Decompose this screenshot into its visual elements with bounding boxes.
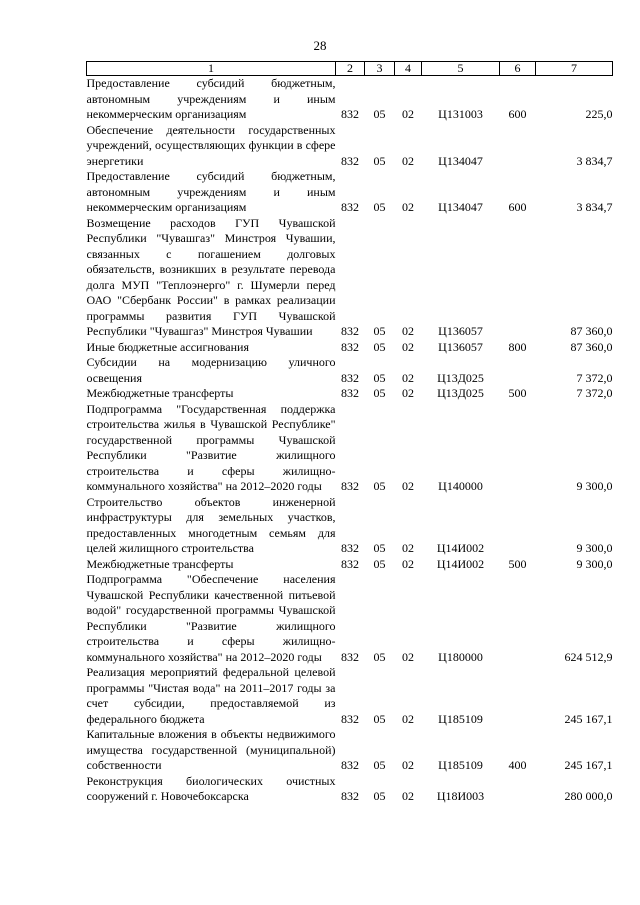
row-ministry-code: 832	[341, 649, 359, 664]
row-amount: 624 512,9	[564, 649, 613, 664]
row-subsection-code: 02	[402, 758, 414, 772]
table-row	[87, 169, 613, 216]
row-target-item-code: Ц18И003	[436, 789, 485, 803]
row-subsection-code: 02	[402, 649, 414, 664]
row-subsection-code: 02	[402, 541, 414, 555]
row-amount: 245 167,1	[564, 711, 613, 726]
row-name: Реконструкция биологических очистных сооружений г. Новочебоксарска	[86, 773, 336, 803]
table-row	[87, 572, 613, 665]
row-section-code: 05	[373, 758, 386, 772]
row-ministry-code: 832	[341, 541, 359, 555]
row-amount: 9 300,0	[576, 541, 613, 555]
row-section-code: 05	[373, 711, 386, 726]
row-expense-type-code	[500, 495, 536, 557]
header-col-2: 2	[336, 62, 365, 76]
row-name: Субсидии на модернизацию уличного освещения	[86, 355, 336, 385]
row-expense-type-code	[500, 402, 536, 495]
row-target-item-code: Ц13Д025	[437, 386, 484, 400]
row-expense-type-code	[500, 774, 536, 805]
row-section-code: 05	[373, 649, 386, 664]
row-target-item-code: Ц136057	[438, 324, 483, 338]
row-amount: 9 300,0	[576, 479, 613, 493]
row-subsection-code: 02	[402, 200, 414, 214]
header-col-1: 1	[87, 62, 336, 76]
row-amount: 87 360,0	[570, 339, 613, 354]
header-col-4: 4	[395, 62, 422, 76]
row-expense-type-code: 400	[508, 758, 527, 772]
header-row	[87, 62, 613, 76]
row-amount: 280 000,0	[564, 789, 613, 803]
row-subsection-code: 02	[402, 107, 414, 121]
table-row	[87, 386, 613, 402]
row-subsection-code: 02	[402, 339, 414, 354]
row-section-code: 05	[373, 339, 386, 354]
row-expense-type-code: 600	[508, 200, 527, 214]
row-ministry-code: 832	[341, 479, 359, 493]
header-col-7: 7	[536, 62, 613, 76]
row-target-item-code: Ц140000	[438, 479, 483, 493]
row-target-item-code: Ц180000	[438, 649, 483, 664]
row-target-item-code: Ц14И002	[436, 556, 485, 571]
row-target-item-code: Ц14И002	[436, 541, 485, 555]
row-section-code: 05	[373, 107, 386, 121]
row-ministry-code: 832	[341, 339, 359, 354]
header-col-5: 5	[422, 62, 500, 76]
row-name: Строительство объектов инженерной инфраструктуры для земельных участков, предоставленных многодетным семьям для целей жилищного строительства	[86, 494, 336, 555]
page-number: 28	[313, 38, 327, 53]
header-col-6: 6	[500, 62, 536, 76]
row-name: Предоставление субсидий бюджетным, автономным учреждениям и иным некоммерческим организациям	[86, 169, 336, 214]
row-expense-type-code: 500	[508, 386, 527, 400]
row-expense-type-code	[500, 216, 536, 340]
row-expense-type-code: 600	[508, 107, 527, 121]
header-col-3: 3	[365, 62, 395, 76]
row-ministry-code: 832	[341, 153, 359, 168]
row-ministry-code: 832	[341, 789, 359, 803]
row-target-item-code: Ц185109	[438, 711, 483, 726]
row-expense-type-code	[500, 123, 536, 170]
row-amount: 225,0	[585, 107, 613, 121]
row-subsection-code: 02	[402, 479, 414, 493]
row-ministry-code: 832	[341, 386, 359, 400]
row-target-item-code: Ц13Д025	[437, 370, 484, 385]
row-ministry-code: 832	[341, 556, 359, 571]
row-expense-type-code	[500, 572, 536, 665]
row-ministry-code: 832	[341, 200, 359, 214]
row-section-code: 05	[373, 153, 386, 168]
budget-table	[86, 61, 613, 805]
row-amount: 87 360,0	[570, 324, 613, 338]
row-subsection-code: 02	[402, 370, 414, 385]
row-subsection-code: 02	[402, 789, 414, 803]
row-section-code: 05	[373, 556, 386, 571]
row-target-item-code: Ц134047	[438, 200, 483, 214]
row-amount: 7 372,0	[576, 370, 613, 385]
row-name: Предоставление субсидий бюджетным, автономным учреждениям и иным некоммерческим организациям	[86, 76, 336, 121]
row-subsection-code: 02	[402, 711, 414, 726]
row-section-code: 05	[373, 200, 386, 214]
row-target-item-code: Ц136057	[438, 339, 483, 354]
table-row	[87, 123, 613, 170]
table-row	[87, 727, 613, 774]
row-amount: 7 372,0	[576, 386, 613, 400]
row-ministry-code: 832	[341, 758, 359, 772]
table-header	[87, 62, 613, 76]
table-body	[87, 76, 613, 805]
row-expense-type-code	[500, 355, 536, 386]
row-name: Межбюджетные трансферты	[86, 556, 234, 571]
row-section-code: 05	[373, 386, 386, 400]
row-name: Иные бюджетные ассигнования	[86, 339, 249, 354]
row-ministry-code: 832	[341, 324, 359, 338]
row-name: Межбюджетные трансферты	[86, 386, 234, 400]
row-subsection-code: 02	[402, 153, 414, 168]
row-expense-type-code: 800	[508, 339, 527, 354]
row-subsection-code: 02	[402, 556, 414, 571]
table-row	[87, 495, 613, 557]
row-expense-type-code	[500, 665, 536, 727]
row-section-code: 05	[373, 324, 386, 338]
row-name: Подпрограмма "Обеспечение населения Чувашской Республики качественной питьевой водой" государственной программы Чувашской Республики "Развитие жилищного строительства и сферы жилищно-коммунального хозяйства" на 2012–2020 годы	[86, 572, 336, 664]
row-subsection-code: 02	[402, 324, 414, 338]
row-name: Обеспечение деятельности государственных учреждений, осуществляющих функции в сфере энергетики	[86, 122, 336, 168]
row-amount: 245 167,1	[564, 758, 613, 772]
row-target-item-code: Ц185109	[438, 758, 483, 772]
table-row	[87, 402, 613, 495]
row-section-code: 05	[373, 541, 386, 555]
row-amount: 3 834,7	[576, 153, 613, 168]
table-row	[87, 340, 613, 356]
table-row	[87, 216, 613, 340]
row-expense-type-code: 500	[508, 556, 527, 571]
row-section-code: 05	[373, 479, 386, 493]
row-subsection-code: 02	[402, 386, 414, 400]
table-row	[87, 355, 613, 386]
table-row	[87, 557, 613, 573]
row-target-item-code: Ц134047	[438, 153, 483, 168]
row-section-code: 05	[373, 370, 386, 385]
row-name: Подпрограмма "Государственная поддержка строительства жилья в Чувашской Республике" государственной программы Чувашской Республики "Развитие жилищного строительства и сферы жилищно-коммунального хозяйства" на 2012–2020 годы	[86, 401, 336, 493]
row-ministry-code: 832	[341, 711, 359, 726]
table-row	[87, 774, 613, 805]
row-name: Капитальные вложения в объекты недвижимого имущества государственной (муниципальной) собственности	[86, 727, 336, 772]
row-amount: 3 834,7	[576, 200, 613, 214]
row-ministry-code: 832	[341, 370, 359, 385]
row-amount: 9 300,0	[576, 556, 613, 571]
table-row	[87, 76, 613, 123]
row-section-code: 05	[373, 789, 386, 803]
row-ministry-code: 832	[341, 107, 359, 121]
row-target-item-code: Ц131003	[438, 107, 483, 121]
row-name: Возмещение расходов ГУП Чувашской Республики "Чувашгаз" Минстроя Чувашии, связанных с погашением долговых обязательств, возникших в результате перевода долга МУП "Теплоэнерго" г. Шумерли перед ОАО "Сбербанк России" в рамках реализации программы развития ГУП Чувашской Республики "Чувашгаз" Минстроя Чувашии	[86, 215, 336, 338]
row-name: Реализация мероприятий федеральной целевой программы "Чистая вода" на 2011–2017 годы за счет субсидии, предоставляемой из федерального бюджета	[86, 665, 336, 726]
table-row	[87, 665, 613, 727]
